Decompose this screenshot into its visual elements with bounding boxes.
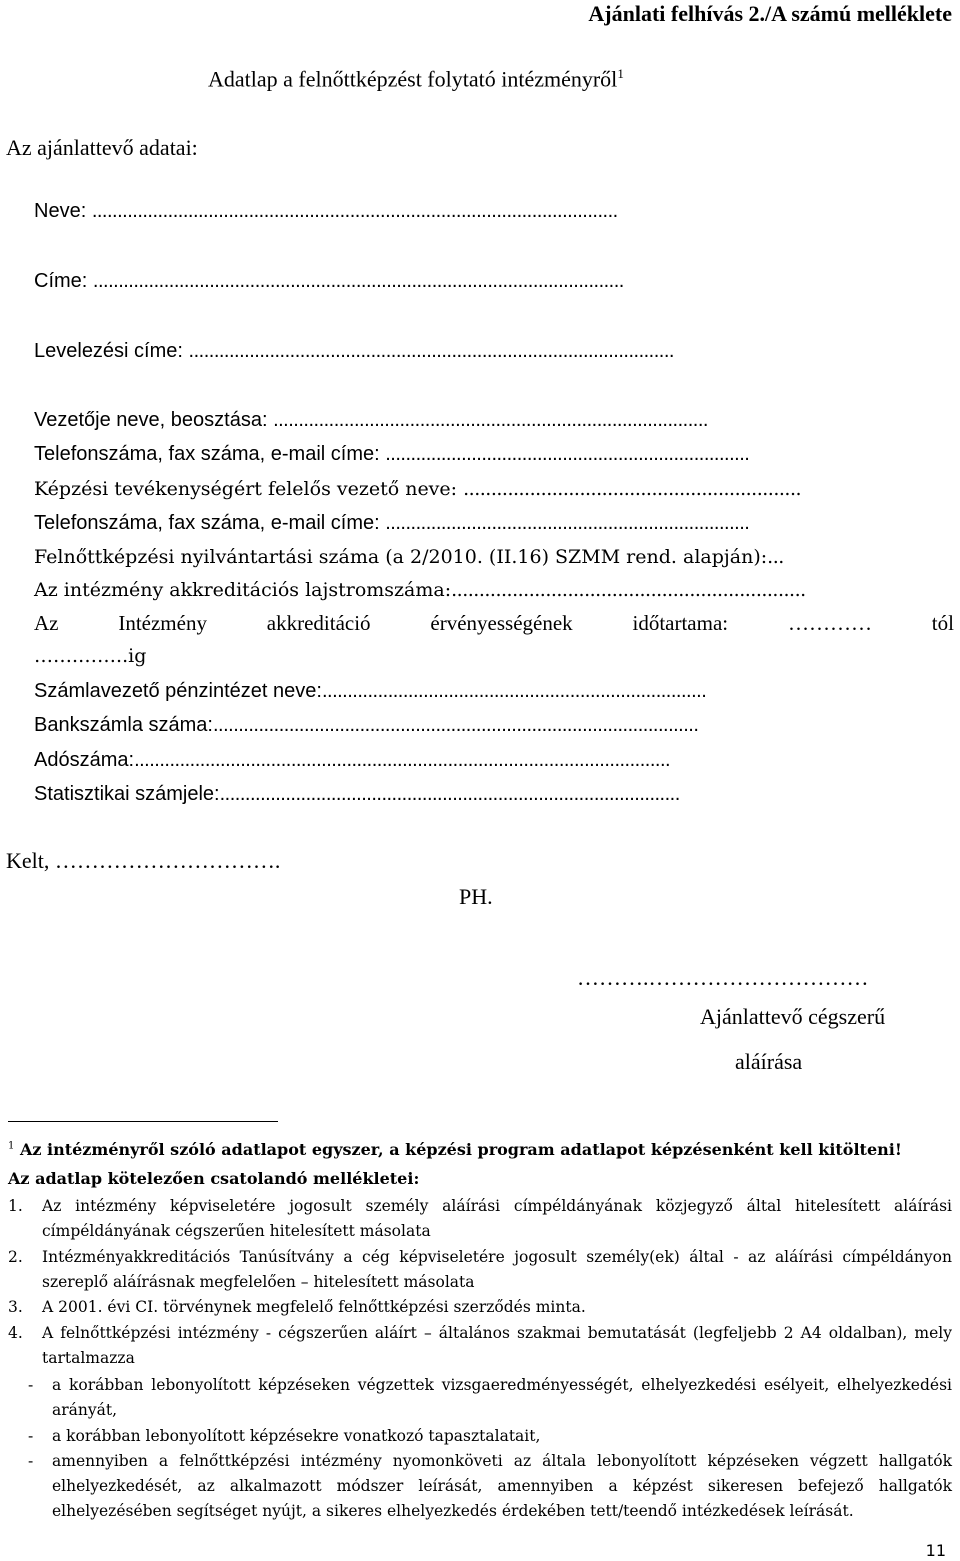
form-title xyxy=(208,66,624,92)
signature-dots: ……….………………………… xyxy=(577,965,869,990)
attachment-num: 3. xyxy=(8,1298,23,1316)
bullet-item xyxy=(28,1449,958,1524)
field-dots: ........................................................................ xyxy=(385,512,750,534)
field-dots: ......................................................................................................... xyxy=(92,270,624,292)
field-training-manager xyxy=(34,478,946,500)
field-dots: ............................................................................ xyxy=(321,680,707,702)
field-dots: ... xyxy=(767,546,784,568)
footnote-ref: 1 xyxy=(8,1140,15,1152)
field-name xyxy=(34,200,946,223)
stamp-placeholder: PH. xyxy=(459,884,493,909)
field-label: Telefonszáma, fax száma, e-mail címe: xyxy=(34,443,380,465)
field-bank-name xyxy=(34,680,946,703)
validity-word: Az xyxy=(34,611,59,635)
attachment-text: Az intézmény képviseletére jogosult személy aláírási címpéldányának közjegyző által hitelesített aláírási címpéldányának cégszerűen hitelesített másolata xyxy=(42,1197,952,1240)
field-address xyxy=(34,270,946,293)
bullet-text: a korábban lebonyolított képzéseken végzettek vizsgaeredményességét, elhelyezkedési esélyeit, elhelyezkedési arányát, xyxy=(52,1376,952,1419)
field-dots: .......................................................................................................... xyxy=(134,749,671,771)
field-dots: ................................................................................................ xyxy=(188,340,674,362)
annex-heading: Ajánlati felhívás 2./A számú melléklete xyxy=(588,1,952,26)
footnote-text: Az intézményről szóló adatlapot egyszer, a képzési program adatlapot képzésenként kell kitölteni! xyxy=(19,1140,902,1159)
signature-date: Kelt, …………………………. xyxy=(6,848,281,873)
signature-caption-1: Ajánlattevő cégszerű xyxy=(700,1004,886,1029)
bullet-text: amennyiben a felnőttképzési intézmény nyomonköveti az általa lebonyolított képzéseken végzett hallgatók elhelyezkedését, az alkalmazott módszer leírását, amennyiben a képzést sikeresen befejező hallgatók elhelyezésében segítséget nyújt, a sikeres elhelyezkedés érdekében tett/teendő intézkedések leírását. xyxy=(52,1452,952,1520)
attachment-item xyxy=(8,1321,958,1371)
footnote-divider xyxy=(8,1121,278,1122)
attachment-item xyxy=(8,1194,958,1244)
attachment-text: A felnőttképzési intézmény - cégszerűen aláírt – általános szakmai bemutatását (legfeljebb 2 A4 oldalban), mely tartalmazza xyxy=(42,1324,952,1367)
field-label: Képzési tevékenységért felelős vezető neve: xyxy=(34,478,458,500)
field-dots: ................................................................................................ xyxy=(212,714,699,736)
footnote xyxy=(8,1140,902,1159)
field-postal-address xyxy=(34,340,946,363)
field-accreditation-number xyxy=(34,579,946,601)
attachment-num: 4. xyxy=(8,1324,23,1342)
field-label: Számlavezető pénzintézet neve: xyxy=(34,680,322,702)
attachments-heading: Az adatlap kötelezően csatolandó mellékletei: xyxy=(8,1169,420,1188)
bullet-item xyxy=(28,1373,958,1423)
field-dots: ................................................................ xyxy=(451,579,806,601)
bullet-text: a korábban lebonyolított képzésekre vonatkozó tapasztalatait, xyxy=(52,1427,541,1445)
field-label: Bankszámla száma: xyxy=(34,714,213,736)
field-dots: ............................................................. xyxy=(463,478,802,500)
title-footnote-ref: 1 xyxy=(617,66,624,81)
attachment-text: Intézményakkreditációs Tanúsítvány a cég képviseletére jogosult személy(ek) által - az aláírási címpéldányon szereplő aláírásnak megfelelően – hitelesített másolata xyxy=(42,1248,952,1291)
field-label: Telefonszáma, fax száma, e-mail címe: xyxy=(34,512,380,534)
field-label: Levelezési címe: xyxy=(34,340,183,362)
attachment-item xyxy=(8,1245,958,1295)
field-label: Adószáma: xyxy=(34,749,135,771)
section-heading: Az ajánlattevő adatai: xyxy=(6,135,198,160)
field-tax-number xyxy=(34,749,946,772)
bullet-mark: - xyxy=(28,1427,34,1445)
bullet-item xyxy=(28,1424,958,1449)
field-contact-2 xyxy=(34,512,946,535)
validity-dots: ………… xyxy=(787,611,872,635)
field-label: Az intézmény akkreditációs lajstromszáma: xyxy=(34,579,452,601)
field-label: Statisztikai számjele: xyxy=(34,783,220,805)
page-number: 11 xyxy=(925,1541,946,1560)
field-label: Címe: xyxy=(34,270,88,292)
field-label: Neve: xyxy=(34,200,87,222)
signature-caption-2: aláírása xyxy=(735,1049,803,1074)
field-dots: ........................................................................................... xyxy=(219,783,680,805)
field-label: Vezetője neve, beosztása: xyxy=(34,409,268,431)
field-dots: ........................................................................ xyxy=(385,443,750,465)
attachment-num: 1. xyxy=(8,1197,23,1215)
field-dots: ........................................................................................................ xyxy=(91,200,618,222)
field-label: Felnőttképzési nyilvántartási száma (a 2/2010. (II.16) SZMM rend. alapján): xyxy=(34,546,768,568)
field-manager xyxy=(34,409,946,432)
validity-word: időtartama: xyxy=(632,611,729,635)
validity-word: akkreditáció xyxy=(266,611,371,635)
attachment-text: A 2001. évi CI. törvénynek megfelelő felnőttképzési szerződés minta. xyxy=(42,1298,586,1316)
field-dots: ...................................................................................... xyxy=(273,409,708,431)
form-title-text: Adatlap a felnőttképzést folytató intézményről xyxy=(208,66,618,92)
validity-word: érvényességének xyxy=(430,611,573,635)
attachment-num: 2. xyxy=(8,1248,23,1266)
field-registry-number xyxy=(34,546,946,568)
bullet-mark: - xyxy=(28,1452,34,1470)
attachment-item xyxy=(8,1295,958,1320)
field-statistical-code xyxy=(34,783,946,806)
field-validity xyxy=(34,611,954,636)
validity-word: tól xyxy=(931,611,954,635)
bullet-mark: - xyxy=(28,1376,34,1394)
field-bank-account xyxy=(34,714,946,737)
field-contact xyxy=(34,443,946,466)
validity-word: Intézmény xyxy=(118,611,207,635)
field-validity-end: …….……..ig xyxy=(34,645,147,667)
